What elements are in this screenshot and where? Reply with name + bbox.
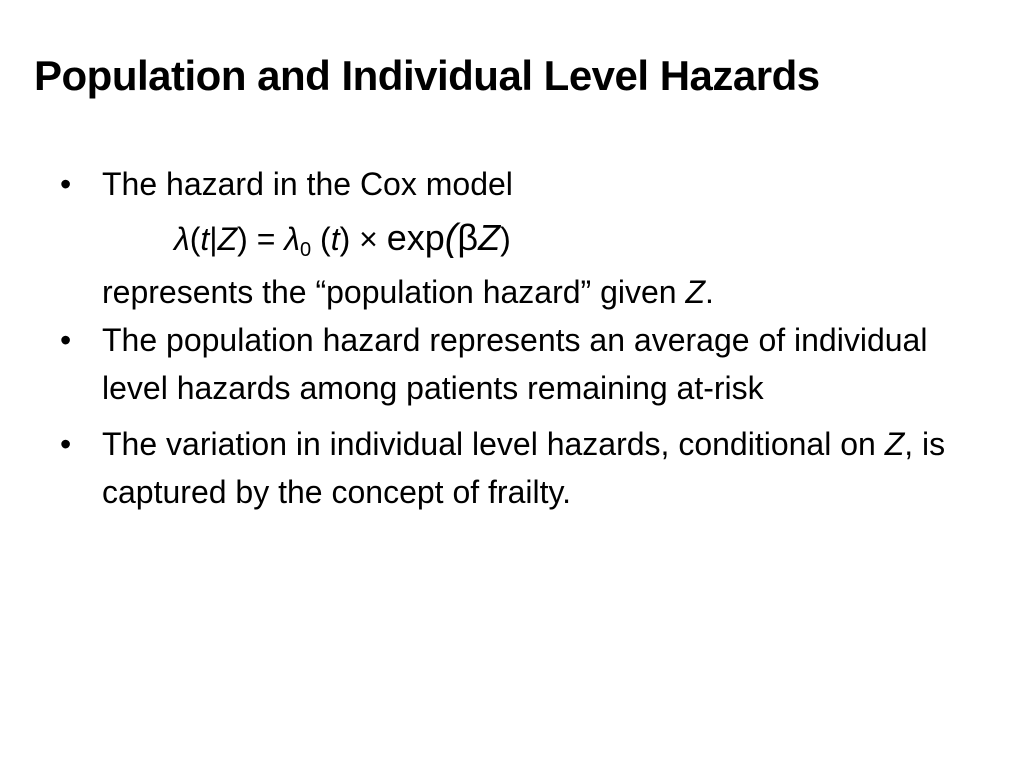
slide-title: Population and Individual Level Hazards — [34, 52, 820, 99]
bullet-continuation — [60, 268, 980, 316]
continuation-period: . — [705, 274, 714, 310]
formula-beta: β — [457, 217, 479, 258]
formula-t: t — [330, 221, 340, 257]
formula-bar: | — [209, 221, 218, 257]
bullet-glyph: • — [60, 166, 72, 202]
formula-z: Z — [478, 217, 501, 258]
formula-subscript-0: 0 — [300, 239, 312, 261]
continuation-text: represents the “population hazard” given — [102, 274, 686, 310]
bullet-text: The population hazard represents an average of individual level hazards among patients remaining at-risk — [102, 322, 928, 406]
bullet-item-cox-model — [60, 160, 980, 208]
formula-paren: ( — [444, 217, 458, 259]
formula-times: ) × — [339, 221, 387, 257]
bullet-text-suffix: , is captured by the concept of frailty. — [102, 426, 946, 510]
bullet-text: The variation in individual level hazards, conditional on — [102, 426, 885, 462]
cox-hazard-formula — [60, 208, 980, 268]
bullet-item-frailty — [60, 420, 980, 516]
formula-z: Z — [217, 221, 238, 257]
bullet-item-population-hazard — [60, 316, 980, 412]
formula-paren: ( — [311, 221, 331, 257]
bullet-glyph: • — [60, 322, 72, 358]
slide-body — [60, 160, 980, 516]
formula-paren: ) — [500, 221, 511, 257]
bullet-glyph: • — [60, 426, 72, 462]
formula-equals: ) = — [237, 221, 285, 257]
formula-paren: ( — [189, 221, 201, 257]
continuation-variable: Z — [685, 274, 706, 310]
bullet-variable: Z — [884, 426, 905, 462]
formula-lambda: λ — [174, 221, 190, 257]
formula-exp: exp — [386, 217, 445, 258]
bullet-text: The hazard in the Cox model — [102, 166, 513, 202]
formula-t: t — [200, 221, 210, 257]
formula-lambda0: λ — [284, 221, 301, 257]
